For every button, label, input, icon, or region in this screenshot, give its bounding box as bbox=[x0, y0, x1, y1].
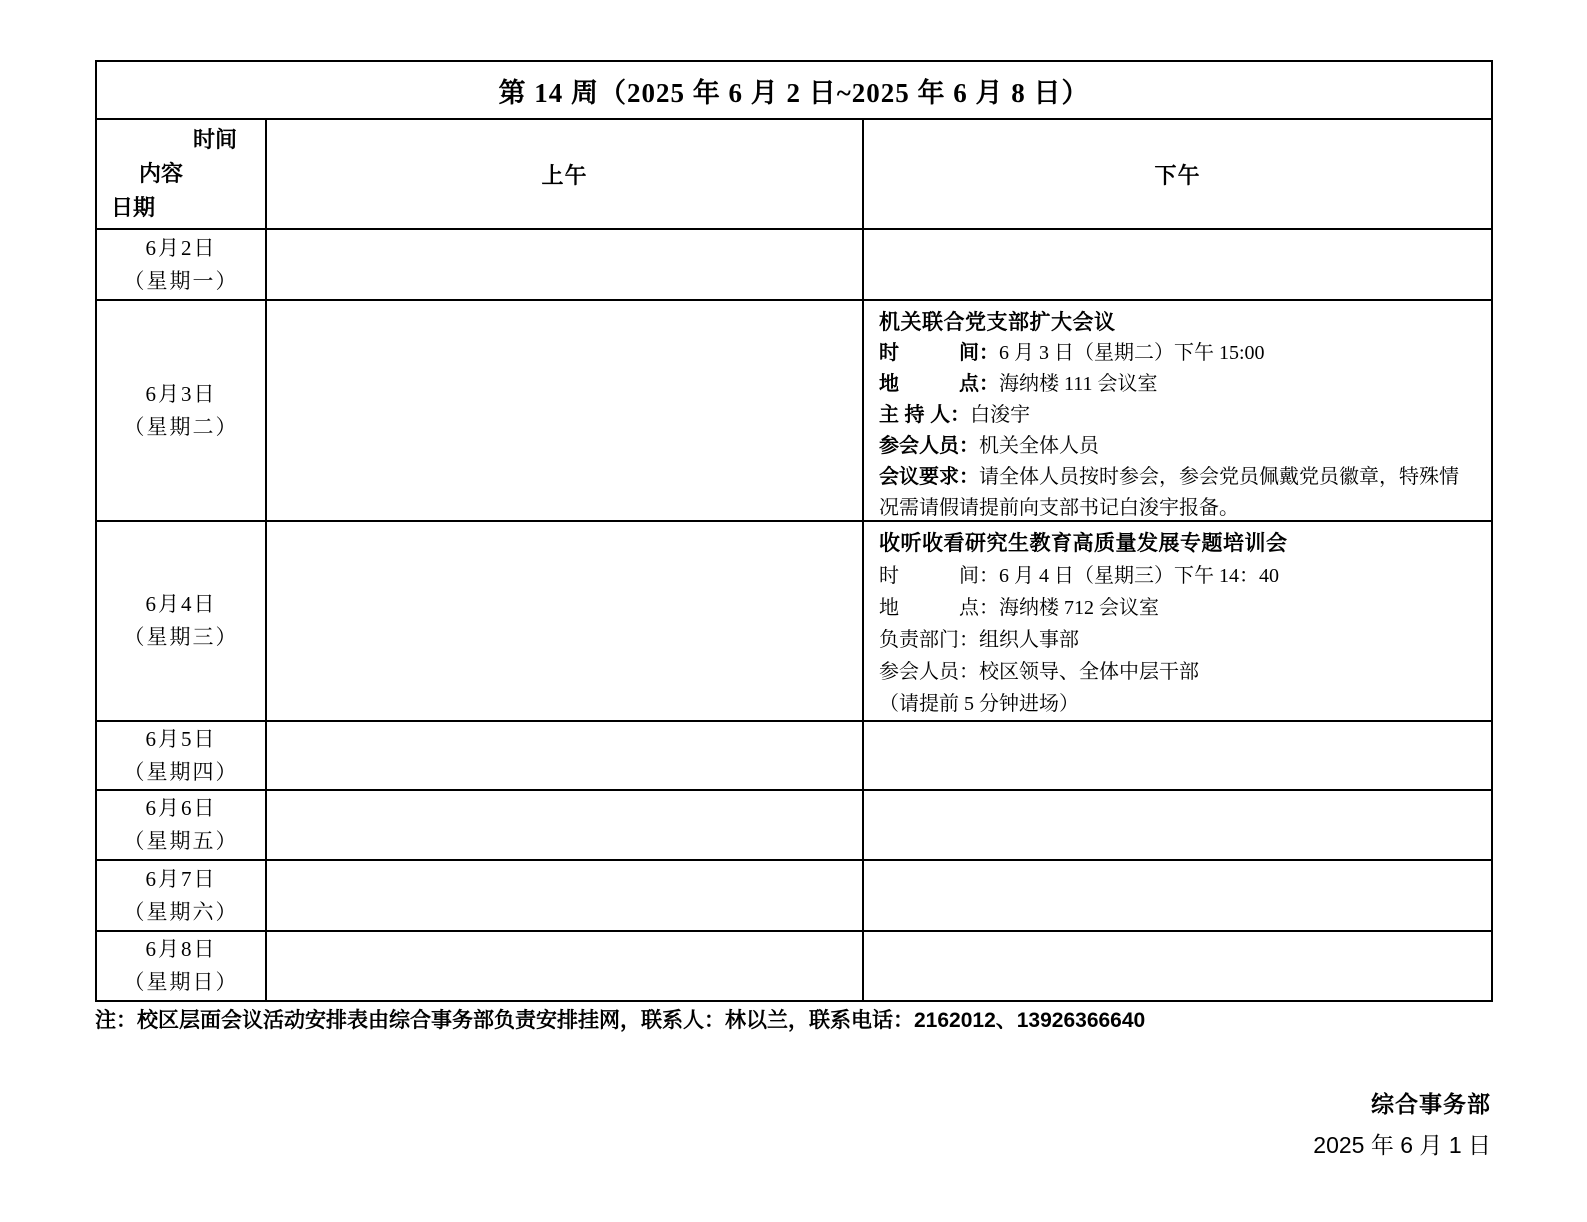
event-value: 海纳楼 111 会议室 bbox=[999, 373, 1158, 395]
column-header-morning: 上午 bbox=[267, 120, 864, 228]
event-label: 时 间： bbox=[879, 342, 999, 364]
event-line bbox=[879, 656, 1477, 688]
day-label: 6月8日 bbox=[145, 937, 217, 961]
event-value: 6 月 4 日（星期三）下午 14：40 bbox=[999, 565, 1279, 587]
morning-cell bbox=[267, 301, 864, 520]
table-row-jun8 bbox=[97, 930, 1491, 1000]
title-row bbox=[97, 62, 1491, 118]
event-line bbox=[879, 688, 1477, 720]
morning-cell bbox=[267, 522, 864, 720]
page-title: 第 14 周（2025 年 6 月 2 日~2025 年 6 月 8 日） bbox=[498, 77, 1090, 108]
weekday-label: （星期六） bbox=[123, 899, 239, 924]
event-label: 地 点： bbox=[879, 597, 999, 619]
footer-department: 综合事务部 bbox=[1371, 1091, 1491, 1117]
day-label: 6月6日 bbox=[145, 796, 217, 820]
afternoon-cell bbox=[864, 230, 1491, 299]
date-cell bbox=[97, 722, 267, 789]
morning-cell bbox=[267, 932, 864, 1000]
corner-label-date: 日期 bbox=[111, 195, 156, 220]
event-value: 请全体人员按时参会，参会党员佩戴党员徽章，特殊情况需请假请提前向支部书记白浚宇报备。 bbox=[879, 466, 1459, 519]
day-label: 6月5日 bbox=[145, 726, 217, 751]
event-label: 参会人员： bbox=[879, 435, 979, 457]
event-line bbox=[879, 431, 1477, 462]
day-label: 6月2日 bbox=[145, 235, 217, 260]
day-label: 6月3日 bbox=[145, 381, 217, 406]
schedule-table bbox=[95, 60, 1493, 1002]
date-cell bbox=[97, 791, 267, 859]
event-label: 会议要求： bbox=[879, 466, 979, 488]
date-cell bbox=[97, 861, 267, 930]
table-row-jun7 bbox=[97, 859, 1491, 930]
afternoon-cell bbox=[864, 301, 1491, 520]
footer-date: 2025 年 6 月 1 日 bbox=[1313, 1132, 1491, 1158]
signature-block bbox=[95, 1088, 1493, 1161]
event-label: 负责部门： bbox=[879, 629, 979, 651]
event-title: 机关联合党支部扩大会议 bbox=[879, 311, 1116, 334]
weekday-label: （星期二） bbox=[123, 414, 239, 439]
column-header-afternoon: 下午 bbox=[1154, 162, 1201, 188]
corner-label-time: 时间 bbox=[192, 127, 237, 152]
weekday-label: （星期五） bbox=[123, 829, 239, 853]
table-row-jun2 bbox=[97, 228, 1491, 299]
afternoon-cell bbox=[864, 722, 1491, 789]
afternoon-cell bbox=[864, 522, 1491, 720]
day-label: 6月7日 bbox=[145, 866, 217, 891]
weekday-label: （星期一） bbox=[123, 268, 239, 293]
weekday-label: （星期日） bbox=[123, 970, 239, 994]
table-row-jun3 bbox=[97, 299, 1491, 520]
event-line bbox=[879, 592, 1477, 624]
table-row-jun4 bbox=[97, 520, 1491, 720]
morning-cell bbox=[267, 230, 864, 299]
table-row-jun5 bbox=[97, 720, 1491, 789]
event-line bbox=[879, 338, 1477, 369]
event-line bbox=[879, 560, 1477, 592]
event-label: 参会人员： bbox=[879, 661, 979, 683]
event-value: 校区领导、全体中层干部 bbox=[979, 661, 1199, 683]
event-value: 白浚宇 bbox=[970, 404, 1031, 426]
date-cell bbox=[97, 932, 267, 1000]
event-title: 收听收看研究生教育高质量发展专题培训会 bbox=[879, 532, 1288, 555]
event-value: 机关全体人员 bbox=[979, 435, 1099, 457]
event-value: （请提前 5 分钟进场） bbox=[879, 693, 1079, 715]
day-label: 6月4日 bbox=[145, 592, 217, 616]
date-cell bbox=[97, 301, 267, 520]
table-row-jun6 bbox=[97, 789, 1491, 859]
afternoon-cell bbox=[864, 861, 1491, 930]
morning-cell bbox=[267, 791, 864, 859]
footnote: 注：校区层面会议活动安排表由综合事务部负责安排挂网，联系人：林以兰，联系电话：2162012、13926366640 bbox=[95, 1009, 1146, 1032]
corner-cell bbox=[97, 120, 267, 228]
morning-cell bbox=[267, 861, 864, 930]
weekday-label: （星期四） bbox=[123, 759, 239, 784]
event-line bbox=[879, 400, 1477, 431]
event-line bbox=[879, 624, 1477, 656]
date-cell bbox=[97, 230, 267, 299]
weekday-label: （星期三） bbox=[123, 625, 239, 649]
event-label: 主 持 人： bbox=[879, 404, 971, 426]
date-cell bbox=[97, 522, 267, 720]
morning-cell bbox=[267, 722, 864, 789]
event-line bbox=[879, 369, 1477, 400]
document bbox=[95, 60, 1493, 1161]
event-value: 海纳楼 712 会议室 bbox=[999, 597, 1159, 619]
afternoon-cell bbox=[864, 791, 1491, 859]
event-label: 地 点： bbox=[879, 373, 999, 395]
event-value: 组织人事部 bbox=[979, 629, 1079, 651]
event-label: 时 间： bbox=[879, 565, 999, 587]
header-row bbox=[97, 118, 1491, 228]
event-line bbox=[879, 462, 1477, 524]
event-value: 6 月 3 日（星期二）下午 15:00 bbox=[999, 342, 1265, 364]
afternoon-cell bbox=[864, 932, 1491, 1000]
corner-label-content: 内容 bbox=[139, 161, 184, 186]
